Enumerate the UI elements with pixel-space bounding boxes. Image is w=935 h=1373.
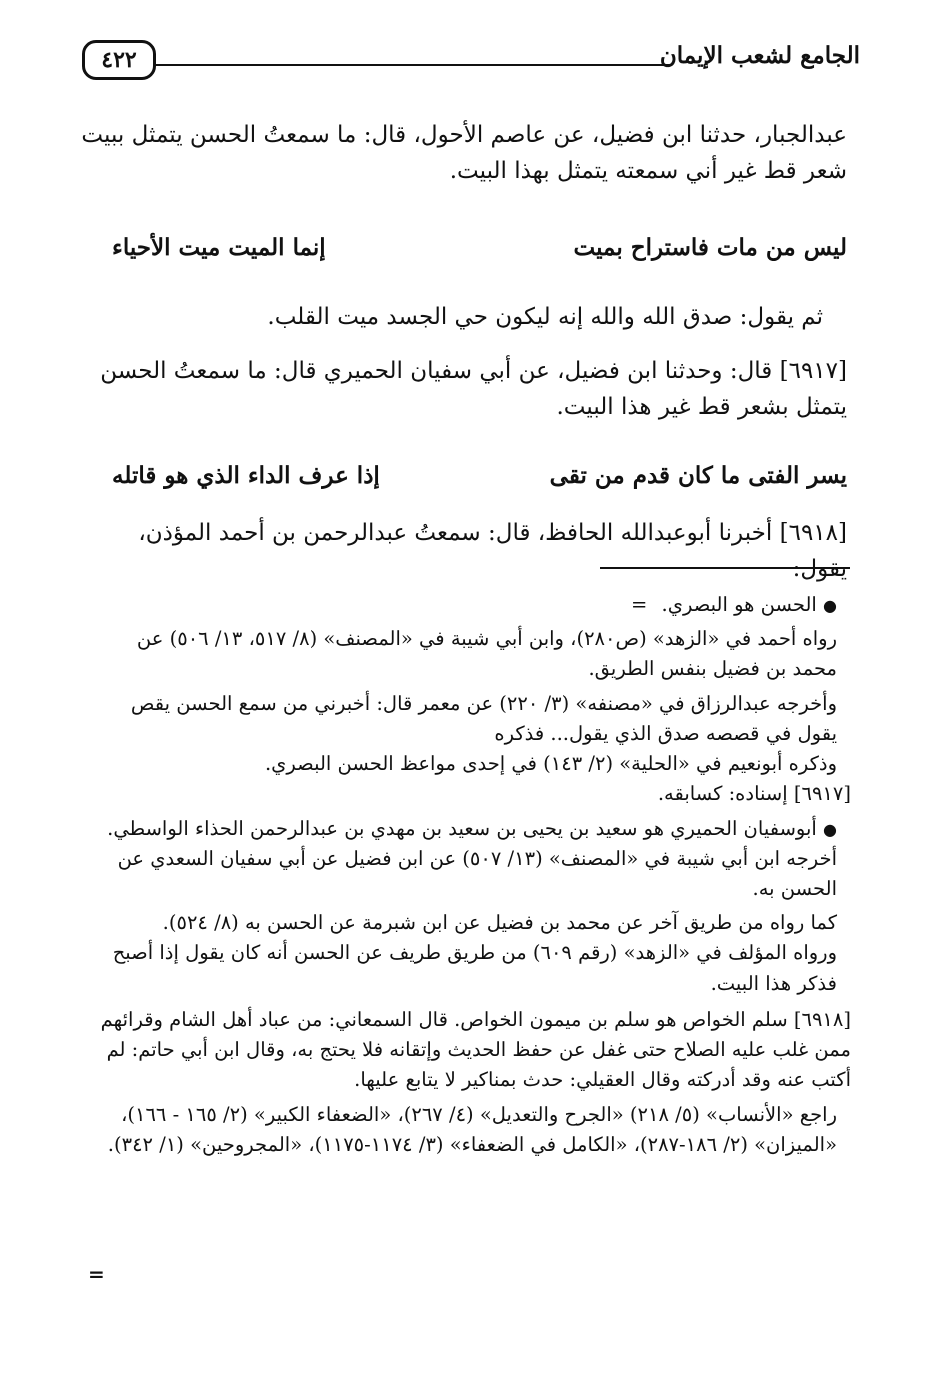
verse-first-hemistich: ليس من مات فاستراح بميت — [573, 234, 847, 261]
footnote-line: وذكره أبونعيم في «الحلية» (٢/ ١٤٣) في إحدى مواعظ الحسن البصري. — [264, 752, 837, 776]
footnotes — [91, 590, 851, 1160]
footnote-line: ورواه المؤلف في «الزهد» (رقم ٦٠٩) من طريق طريف عن الحسن أنه كان يقول إذا أصبح فذكر هذا البيت. — [112, 941, 837, 995]
paragraph-text: عبدالجبار، حدثنا ابن فضيل، عن عاصم الأحول، قال: ما سمعتُ الحسن يتمثل ببيت شعر قط غير أني سمعته يتمثل بهذا البيت. — [81, 122, 847, 184]
paragraph-text: أخبرنا أبوعبدالله الحافظ، قال: سمعتُ عبدالرحمن بن أحمد المؤذن، يقول: — [138, 520, 847, 582]
continuation-mark: = — [630, 593, 648, 616]
footnote-line: أخرجه ابن أبي شيبة في «المصنف» (١٣/ ٥٠٧) عن ابن فضيل عن أبي سفيان السعدي عن الحسن به. — [117, 846, 837, 900]
main-paragraph-3 — [77, 354, 847, 425]
bullet-icon: ● — [823, 596, 837, 615]
page-number: ٤٢٢ — [82, 40, 156, 80]
page-header — [60, 36, 860, 86]
book-title: الجامع لشعب الإيمان — [659, 42, 860, 69]
footnote-line: [٦٩١٧] إسناده: كسابقه. — [657, 782, 851, 806]
footnote-line: ● أبوسفيان الحميري هو سعيد بن يحيى بن سعيد بن مهدي بن عبدالرحمن الحذاء الواسطي. — [107, 816, 837, 840]
paragraph-text: ثم يقول: صدق الله والله إنه ليكون حي الجسد ميت القلب. — [267, 304, 823, 330]
footnote-separator — [600, 567, 850, 569]
paragraph-text: قال: وحدثنا ابن فضيل، عن أبي سفيان الحميري قال: ما سمعتُ الحسن يتمثل بشعر قط غير هذا البيت. — [100, 358, 847, 420]
footnote-line: ● الحسن هو البصري. = — [630, 593, 837, 616]
footnote-line: وأخرجه عبدالرزاق في «مصنفه» (٣/ ٢٢٠) عن معمر قال: أخبرني من سمع الحسن يقص يقول في قصصه صدق الذي يقول... فذكره — [130, 691, 837, 745]
verse-second-hemistich: إنما الميت ميت الأحياء — [112, 234, 326, 261]
footnote-line: [٦٩١٨] سلم الخواص هو سلم بن ميمون الخواص. قال السمعاني: من عباد أهل الشام وقرائهم ممن غلب عليه الصلاح حتى غفل عن حفظ الحديث وإتقانه فلا يحتج به، وقال ابن أبي حاتم: لم أكتب عنه وقد أدركته وقال العقيلي: حدث بمناكير لا يتابع عليها. — [100, 1007, 851, 1092]
hadith-number: [٦٩١٨] — [779, 520, 847, 546]
continuation-mark-end: = — [88, 1262, 105, 1286]
bullet-icon: ● — [823, 819, 837, 839]
verse-second-hemistich: إذا عرف الداء الذي هو قاتله — [112, 462, 380, 489]
footnote-line: كما رواه من طريق آخر عن محمد بن فضيل عن ابن شبرمة عن الحسن به (٨/ ٥٢٤). — [162, 911, 837, 935]
main-paragraph-2 — [53, 300, 823, 336]
hadith-number: [٦٩١٨] — [793, 1007, 851, 1031]
verse-first-hemistich: يسر الفتى ما كان قدم من تقى — [549, 462, 847, 489]
main-paragraph-1 — [77, 118, 847, 189]
footnote-line: راجع «الأنساب» (٥/ ٢١٨) «الجرح والتعديل» (٤/ ٢٦٧)، «الضعفاء الكبير» (٢/ ١٦٥ - ١٦٦)، «الميزان» (٢/ ١٨٦-٢٨٧)، «الكامل في الضعفاء» (٣/ ١١٧٤-١١٧٥)، «المجروحين» (١/ ٣٤٢). — [107, 1102, 837, 1156]
footnote-line: رواه أحمد في «الزهد» (ص٢٨٠)، وابن أبي شيبة في «المصنف» (٨/ ٥١٧، ١٣/ ٥٠٦) عن محمد بن فضيل بنفس الطريق. — [136, 627, 837, 681]
hadith-number: [٦٩١٧] — [779, 358, 847, 384]
header-rule — [156, 64, 672, 66]
main-paragraph-4 — [77, 516, 847, 587]
hadith-number: [٦٩١٧] — [793, 782, 851, 806]
verse-1 — [112, 234, 847, 261]
verse-2 — [112, 462, 847, 489]
